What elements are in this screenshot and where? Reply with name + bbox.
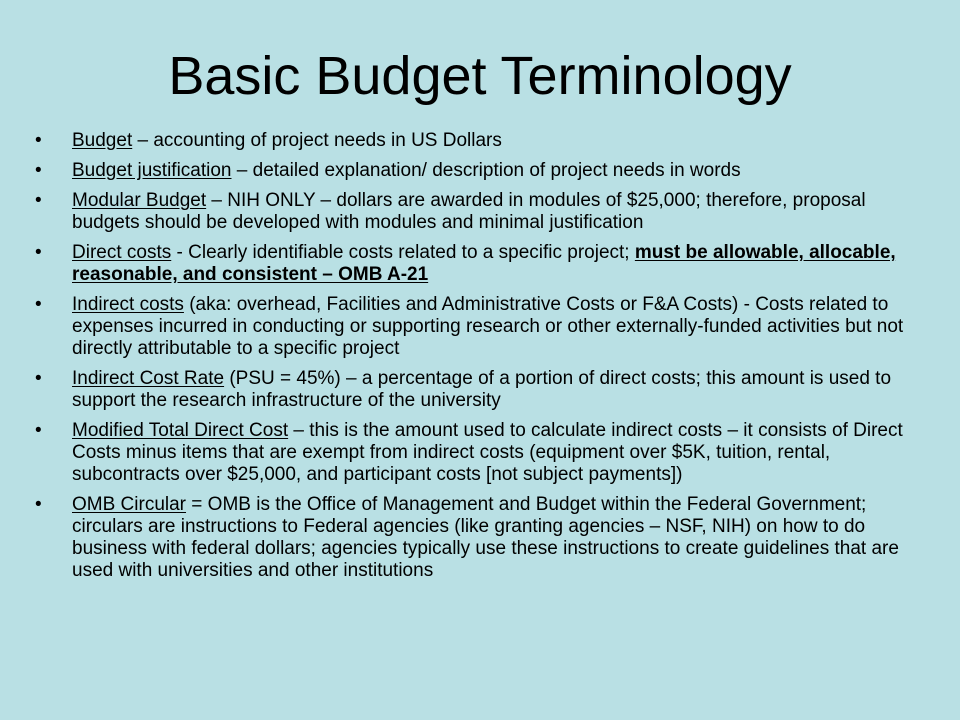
term-modular-budget: Modular Budget: [72, 190, 207, 211]
bullet-icon: •: [35, 368, 42, 389]
list-item: [35, 420, 925, 486]
list-item: [35, 294, 925, 360]
term-budget-justification: Budget justification: [72, 160, 232, 181]
terminology-list: [35, 130, 925, 590]
bullet-icon: •: [35, 242, 42, 263]
bullet-icon: •: [35, 494, 42, 515]
term-budget: Budget: [72, 130, 133, 151]
emphasis-text: must be allowable, allocable, reasonable, and consistent – OMB A-21: [72, 242, 896, 285]
slide-title: Basic Budget Terminology: [168, 46, 792, 106]
term-indirect-costs: Indirect costs: [72, 294, 184, 315]
list-item: [35, 160, 925, 182]
definition-text: – detailed explanation/ description of project needs in words: [231, 160, 741, 181]
list-item: [35, 190, 925, 234]
term-modified-total-direct-cost: Modified Total Direct Cost: [72, 420, 289, 441]
definition-text: – NIH ONLY – dollars are awarded in modules of $25,000; therefore, proposal budgets should be developed with modules and minimal justification: [72, 190, 866, 233]
definition-text: = OMB is the Office of Management and Budget within the Federal Government; circulars are instructions to Federal agencies (like granting agencies – NSF, NIH) on how to do business with federal dollars; agencies typically use these instructions to create guidelines that are used with universities and other institutions: [72, 494, 899, 581]
definition-text: (PSU = 45%) – a percentage of a portion of direct costs; this amount is used to support the research infrastructure of the university: [72, 368, 892, 411]
definition-text: – this is the amount used to calculate indirect costs – it consists of Direct Costs minus items that are exempt from indirect costs (equipment over $5K, tuition, rental, subcontracts over $25,000, and participant costs [not subject payments]): [72, 420, 903, 485]
list-item: [35, 494, 925, 582]
bullet-icon: •: [35, 160, 42, 181]
list-item: [35, 130, 925, 152]
bullet-icon: •: [35, 130, 42, 151]
term-omb-circular: OMB Circular: [72, 494, 187, 515]
term-indirect-cost-rate: Indirect Cost Rate: [72, 368, 225, 389]
term-direct-costs: Direct costs: [72, 242, 172, 263]
definition-text: - Clearly identifiable costs related to a specific project;: [171, 242, 635, 263]
list-item: [35, 242, 925, 286]
bullet-icon: •: [35, 190, 42, 211]
definition-text: – accounting of project needs in US Dollars: [132, 130, 502, 151]
definition-text: (aka: overhead, Facilities and Administrative Costs or F&A Costs) - Costs related to expenses incurred in conducting or supporting research or other externally-funded activities but not directly attributable to a specific project: [72, 294, 904, 359]
bullet-icon: •: [35, 420, 42, 441]
list-item: [35, 368, 925, 412]
bullet-icon: •: [35, 294, 42, 315]
